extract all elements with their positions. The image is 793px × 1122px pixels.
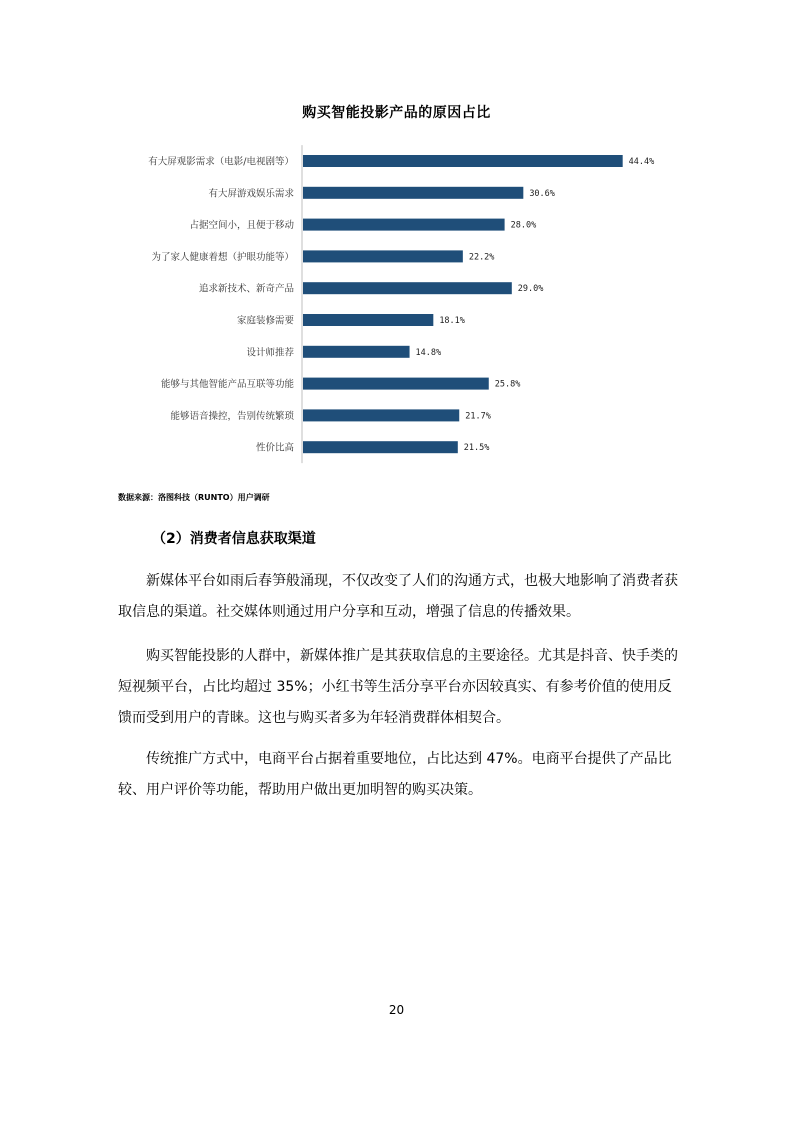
value-label: 21.7% [465, 411, 491, 422]
value-label: 25.8% [494, 379, 521, 390]
paragraph-1: 新媒体平台如雨后春笋般涌现，不仅改变了人们的沟通方式，也极大地影响了消费者获取信息的渠道。社交媒体则通过用户分享和互动，增强了信息的传播效果。 [118, 573, 678, 620]
category-label: 家庭装修需要 [236, 315, 294, 327]
section-heading: （2）消费者信息获取渠道 [152, 531, 316, 547]
chart-title: 购买智能投影产品的原因占比 [302, 105, 491, 121]
bar [303, 346, 410, 358]
category-label: 能够与其他智能产品互联等功能 [160, 379, 294, 391]
value-label: 28.0% [510, 220, 537, 231]
value-label: 30.6% [529, 188, 555, 199]
category-label: 追求新技术、新奇产品 [198, 283, 294, 295]
bar [303, 441, 458, 453]
value-label: 18.1% [439, 316, 465, 326]
paragraph-3: 传统推广方式中，电商平台占据着重要地位，占比达到 47%。电商平台提供了产品比较、用户评价等功能，帮助用户做出更加明智的购买决策。 [118, 751, 672, 798]
category-label: 为了家人健康着想（护眼功能等） [151, 251, 294, 263]
category-label: 有大屏观影需求（电影/电视剧等） [148, 156, 294, 168]
bar [303, 250, 463, 262]
category-label: 能够语音操控，告别传统繁琐 [170, 410, 294, 422]
value-label: 14.8% [415, 347, 442, 358]
paragraph-2: 购买智能投影的人群中，新媒体推广是其获取信息的主要途径。尤其是抖音、快手类的短视频平台，占比均超过 35%；小红书等生活分享平台亦因较真实、有参考价值的使用反馈而受到用户的青睐。这也与购买者多为年轻消费群体相契合。 [118, 648, 678, 726]
value-label: 44.4% [628, 157, 655, 167]
bar [303, 282, 512, 294]
category-label: 占据空间小，且便于移动 [189, 220, 294, 232]
category-label: 有大屏游戏娱乐需求 [208, 188, 294, 200]
value-label: 21.5% [463, 443, 490, 454]
page-number: 20 [388, 1003, 405, 1017]
value-label: 29.0% [517, 284, 544, 295]
source-note: 数据来源：洛图科技（RUNTO）用户调研 [118, 493, 270, 502]
bar [303, 155, 623, 167]
bar-chart [0, 140, 793, 470]
category-label: 设计师推荐 [246, 347, 294, 359]
bar [303, 409, 459, 421]
category-label: 性价比高 [255, 442, 294, 454]
value-label: 22.2% [468, 252, 495, 263]
bar [303, 187, 523, 199]
bar [303, 378, 489, 390]
bar [303, 219, 505, 231]
bar [303, 314, 433, 326]
